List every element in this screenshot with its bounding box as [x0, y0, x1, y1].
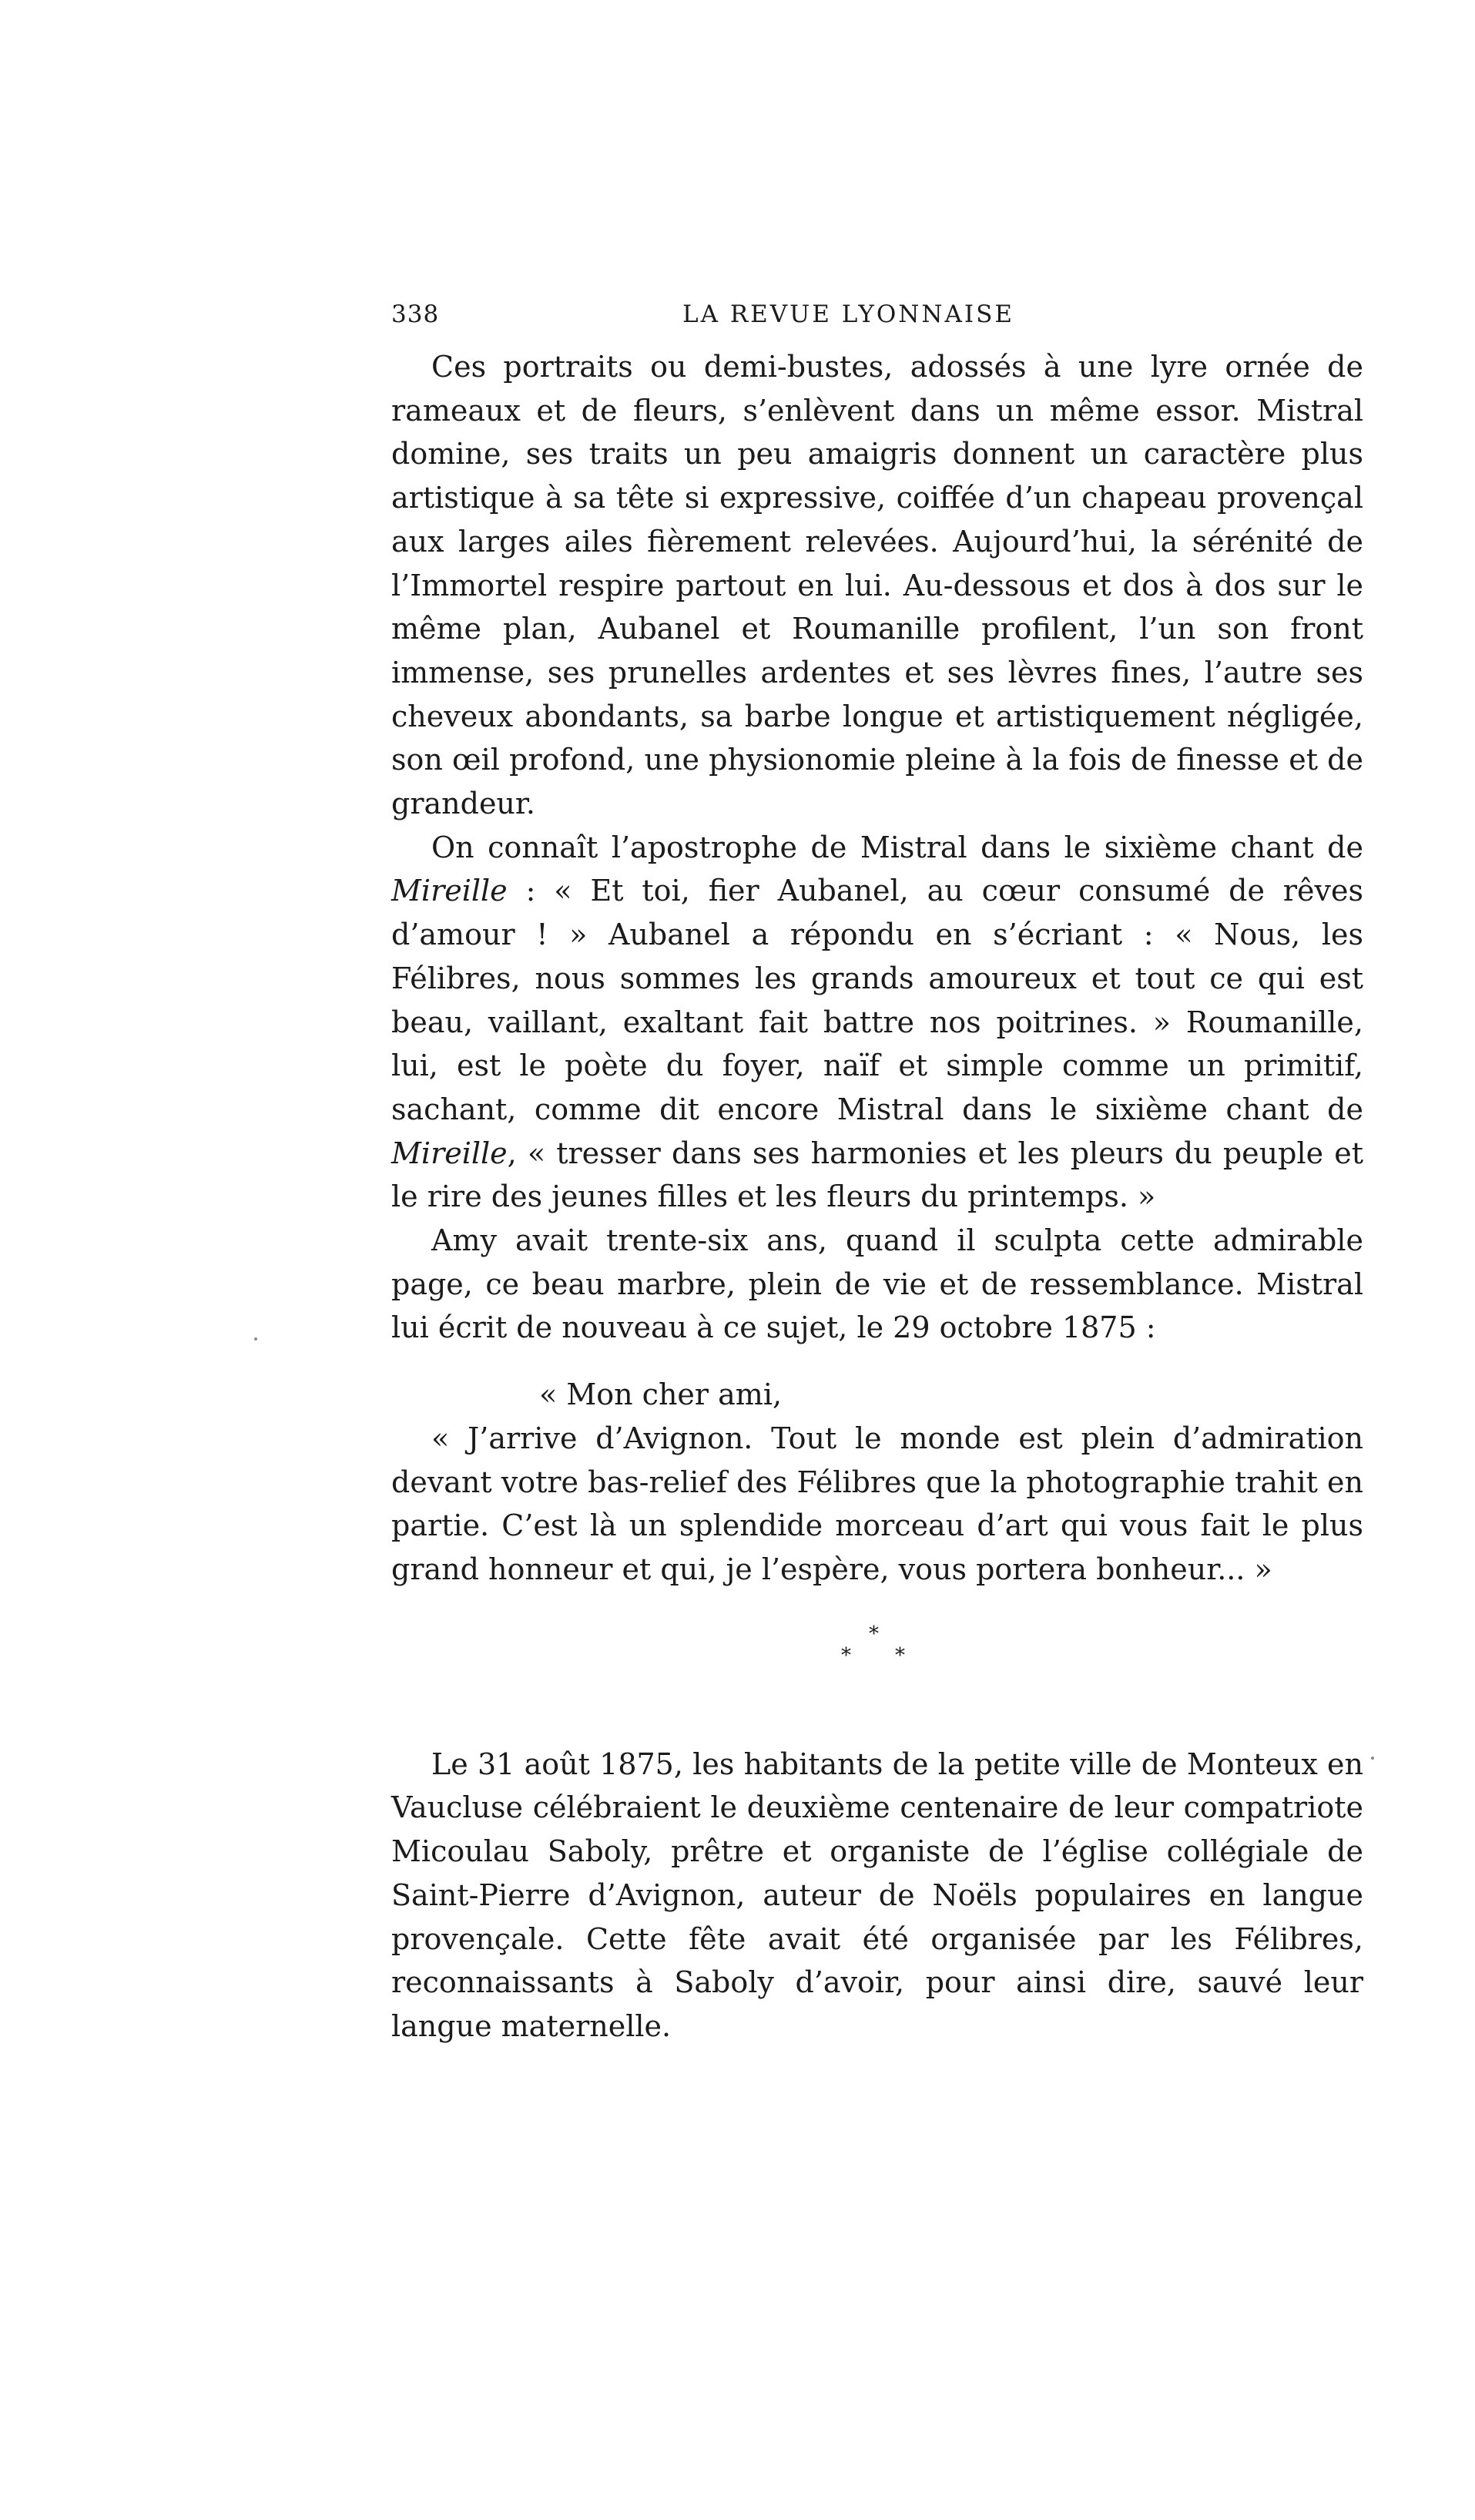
paragraph-apostrophe-text-b: : « Et toi, fier Aubanel, au cœur consumé de rêves d’amour ! » Aubanel a répondu en s’écriant : « Nous, les Félibres, nous sommes les grands amoureux et tout ce qui est beau, vaillant, exaltant fait battre nos poitrines. » Roumanille, lui, est le poète du foyer, naïf et simple comme un primitif, sachant, comme dit encore Mistral dans le sixième chant de — [391, 874, 1363, 1126]
page-header — [391, 300, 1362, 339]
paragraph-apostrophe-text-c: , « tresser dans ses harmonies et les pleurs du peuple et le rire des jeunes filles et les fleurs du printemps. » — [391, 1136, 1363, 1214]
separator-star-right: * — [895, 1643, 905, 1667]
paragraph-amy: Amy avait trente-six ans, quand il sculpta cette admirable page, ce beau marbre, plein de vie et de ressemblance. Mistral lui écrit de nouveau à ce sujet, le 29 octobre 1875 : — [391, 1223, 1363, 1345]
page-number: 338 — [391, 300, 440, 328]
section-separator — [391, 1592, 1363, 1743]
page-body — [391, 345, 1363, 2049]
separator-star-top: * — [869, 1622, 879, 1646]
paragraph-apostrophe — [391, 826, 1363, 1219]
paragraph-saboly: Le 31 août 1875, les habitants de la petite ville de Monteux en Vaucluse célébraient le deuxième centenaire de leur compatriote Micoulau Saboly, prêtre et organiste de l’église collégiale de Saint-Pierre d’Avignon, auteur de Noëls populaires en langue provençale. Cette fête avait été organisée par les Félibres, reconnaissants à Saboly d’avoir, pour ainsi dire, sauvé leur langue maternelle. — [391, 1747, 1363, 2043]
title-mireille-second: Mireille — [391, 1136, 508, 1170]
running-title: LA REVUE LYONNAISE — [682, 300, 1015, 328]
paper-speck — [254, 1337, 257, 1341]
spacer — [391, 1350, 1363, 1373]
title-mireille: Mireille — [391, 874, 508, 908]
letter-salutation: « Mon cher ami, — [539, 1377, 783, 1412]
letter-body: « J’arrive d’Avignon. Tout le monde est plein d’admiration devant votre bas-relief des Félibres que la photographie trahit en partie. C’est là un splendide morceau d’art qui vous fait le plus grand honneur et qui, je l’espère, vous portera bonheur... » — [391, 1421, 1363, 1586]
paper-speck — [1371, 1757, 1374, 1760]
separator-star-left: * — [841, 1643, 851, 1667]
paragraph-portraits: Ces portraits ou demi-bustes, adossés à une lyre ornée de rameaux et de fleurs, s’enlèvent dans un même essor. Mistral domine, ses traits un peu amaigris donnent un caractère plus artistique à sa tête si expressive, coiffée d’un chapeau provençal aux larges ailes fièrement relevées. Aujourd’hui, la sérénité de l’Immortel respire partout en lui. Au-dessous et dos à dos sur le même plan, Aubanel et Roumanille profilent, l’un son front immense, ses prunelles ardentes et ses lèvres fines, l’autre ses cheveux abondants, sa barbe longue et artistiquement négligée, son œil profond, une physionomie pleine à la fois de finesse et de grandeur. — [391, 350, 1363, 821]
paragraph-apostrophe-text-a: On connaît l’apostrophe de Mistral dans le sixième chant de — [431, 830, 1363, 864]
